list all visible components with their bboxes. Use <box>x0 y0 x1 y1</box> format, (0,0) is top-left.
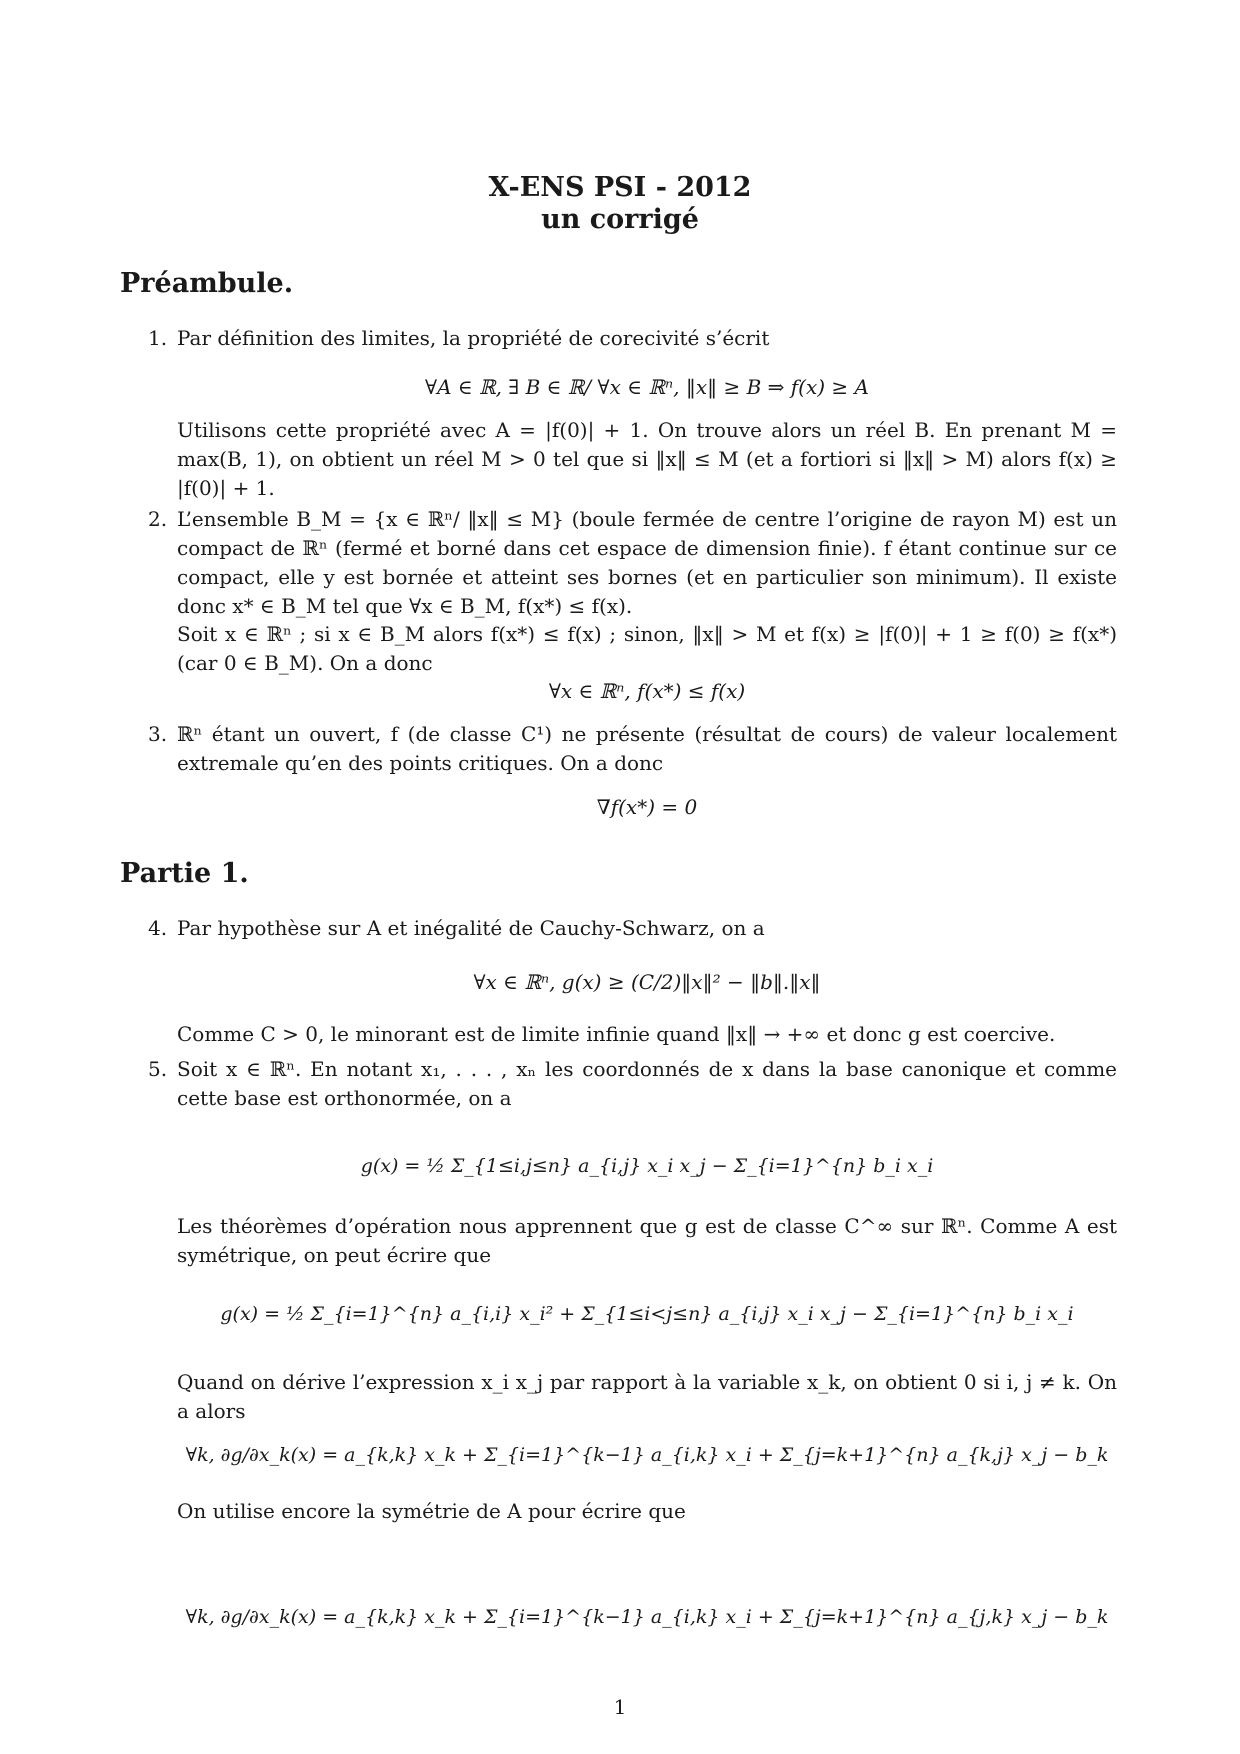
section-heading-preambule: Préambule. <box>120 268 294 299</box>
document-title: X-ENS PSI - 2012 <box>488 172 752 203</box>
page-number: 1 <box>613 1695 627 1719</box>
q4-conclusion: Comme C > 0, le minorant est de limite infinie quand ‖x‖ → +∞ et donc g est coercive. <box>177 1022 1056 1046</box>
item-number-2: 2. <box>148 507 168 531</box>
q1-equation: ∀A ∈ ℝ, ∃ B ∈ ℝ/ ∀x ∈ ℝⁿ, ‖x‖ ≥ B ⇒ f(x) ≥ A <box>425 375 869 399</box>
q2-body: L’ensemble B_M = {x ∈ ℝⁿ/ ‖x‖ ≤ M} (boule fermée de centre l’origine de rayon M) est un compact de ℝⁿ (fermé et borné dans cet espace de dimension finie). f étant continue sur ce compact, elle y est bornée et atteint ses bornes (et en particulier son minimum). Il existe donc x* ∈ B_M tel que ∀x ∈ B_M, f(x*) ≤ f(x). <box>177 507 1117 618</box>
document-subtitle: un corrigé <box>541 204 699 235</box>
item-number-3: 3. <box>148 722 168 746</box>
q5-equation-3: ∀k, ∂g/∂x_k(x) = a_{k,k} x_k + Σ_{i=1}^{k−1} a_{i,k} x_i + Σ_{j=k+1}^{n} a_{k,j} x_j − b_k <box>185 1444 1109 1466</box>
q5-intro: Soit x ∈ ℝⁿ. En notant x₁, . . . , xₙ les coordonnés de x dans la base canonique et comme cette base est orthonormée, on a <box>177 1057 1117 1110</box>
q2-equation: ∀x ∈ ℝⁿ, f(x*) ≤ f(x) <box>548 679 746 703</box>
section-heading-partie-1: Partie 1. <box>120 858 249 889</box>
q5-body-4: On utilise encore la symétrie de A pour écrire que <box>177 1499 686 1523</box>
q5-body-3: Quand on dérive l’expression x_i x_j par rapport à la variable x_k, on obtient 0 si i, j ≠ k. On a alors <box>177 1370 1117 1423</box>
item-number-4: 4. <box>148 916 168 940</box>
q4-equation: ∀x ∈ ℝⁿ, g(x) ≥ (C/2)‖x‖² − ‖b‖.‖x‖ <box>473 970 821 994</box>
q5-equation-2: g(x) = ½ Σ_{i=1}^{n} a_{i,i} x_i² + Σ_{1≤i<j≤n} a_{i,j} x_i x_j − Σ_{i=1}^{n} b_i x_i <box>220 1303 1074 1325</box>
q1-intro: Par définition des limites, la propriété de corecivité s’écrit <box>177 326 770 350</box>
q3-body: ℝⁿ étant un ouvert, f (de classe C¹) ne présente (résultat de cours) de valeur localement extremale qu’en des points critiques. On a donc <box>177 722 1117 775</box>
q3-equation: ∇f(x*) = 0 <box>596 795 698 819</box>
q5-equation-1: g(x) = ½ Σ_{1≤i,j≤n} a_{i,j} x_i x_j − Σ_{i=1}^{n} b_i x_i <box>360 1155 934 1177</box>
q5-body-2: Les théorèmes d’opération nous apprennent que g est de classe C^∞ sur ℝⁿ. Comme A est symétrique, on peut écrire que <box>177 1214 1117 1267</box>
item-number-1: 1. <box>148 326 168 350</box>
q2-body-2: Soit x ∈ ℝⁿ ; si x ∈ B_M alors f(x*) ≤ f(x) ; sinon, ‖x‖ > M et f(x) ≥ |f(0)| + 1 ≥ f(0) ≥ f(x*) (car 0 ∈ B_M). On a donc <box>177 622 1117 675</box>
q1-body: Utilisons cette propriété avec A = |f(0)| + 1. On trouve alors un réel B. En prenant M = max(B, 1), on obtient un réel M > 0 tel que si ‖x‖ ≤ M (et a fortiori si ‖x‖ > M) alors f(x) ≥ |f(0)| + 1. <box>177 418 1117 500</box>
item-number-5: 5. <box>148 1057 168 1081</box>
q5-equation-4: ∀k, ∂g/∂x_k(x) = a_{k,k} x_k + Σ_{i=1}^{k−1} a_{i,k} x_i + Σ_{j=k+1}^{n} a_{j,k} x_j − b_k <box>185 1606 1109 1628</box>
q4-intro: Par hypothèse sur A et inégalité de Cauchy-Schwarz, on a <box>177 916 765 940</box>
